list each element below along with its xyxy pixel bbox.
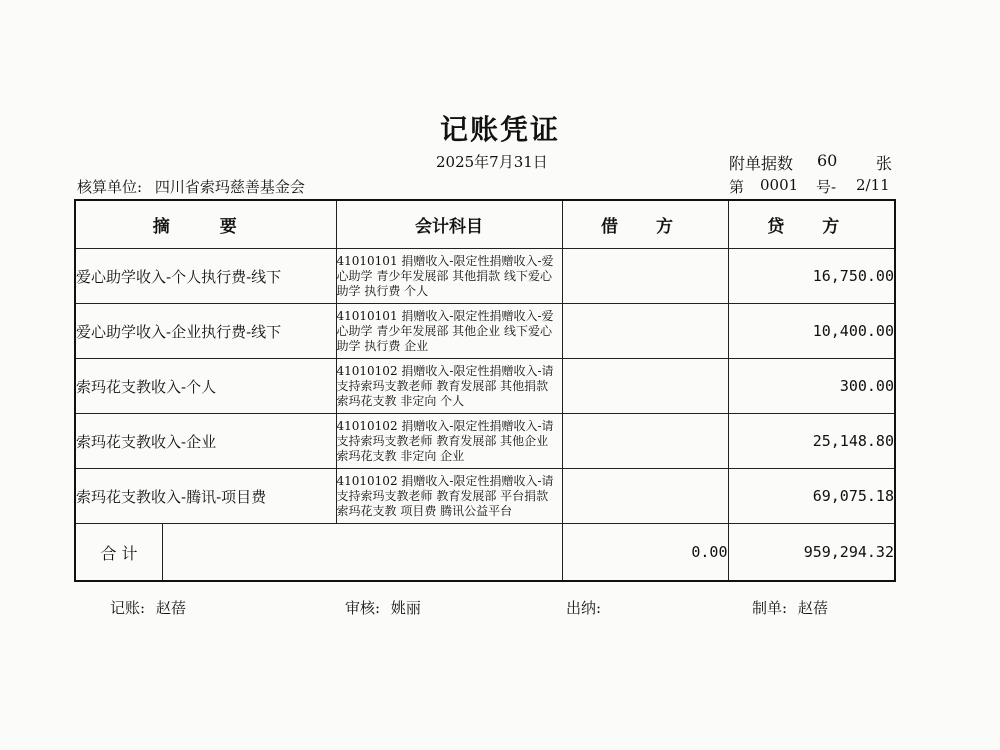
attachment-label: 附单据数 — [729, 154, 794, 173]
voucher-date: 2025年7月31日 — [436, 153, 548, 171]
table-row — [75, 359, 895, 414]
reviewer-name: 姚丽 — [390, 599, 421, 617]
row-account: 41010101 捐赠收入-限定性捐赠收入-爱心助学 青少年发展部 其他企业 线下爱心助学 执行费 企业 — [336, 304, 562, 359]
row-account: 41010102 捐赠收入-限定性捐赠收入-请支持索玛支教老师 教育发展部 其他捐款 索玛花支教 非定向 个人 — [336, 359, 562, 414]
row-summary: 索玛花支教收入-腾讯-项目费 — [75, 469, 336, 524]
header-summary: 摘 要 — [75, 200, 336, 249]
preparer-name: 赵蓓 — [797, 599, 828, 617]
voucher-no-prefix: 第 — [729, 178, 745, 196]
row-account: 41010101 捐赠收入-限定性捐赠收入-爱心助学 青少年发展部 其他捐款 线下爱心助学 执行费 个人 — [336, 249, 562, 304]
row-credit: 10,400.00 — [728, 304, 895, 359]
bookkeeper-name: 赵蓓 — [155, 599, 186, 617]
accounting-unit — [77, 176, 305, 197]
accounting-unit-name: 四川省索玛慈善基金会 — [154, 178, 305, 196]
table-row — [75, 249, 895, 304]
row-debit — [562, 304, 728, 359]
total-credit: 959,294.32 — [728, 524, 895, 582]
voucher-title: 记账凭证 — [439, 113, 560, 146]
voucher-number: 0001 — [760, 176, 799, 194]
table-header-row — [75, 200, 895, 249]
voucher-page: 2/11 — [856, 176, 890, 194]
row-debit — [562, 249, 728, 304]
voucher-no-suffix: 号- — [816, 178, 837, 196]
total-blank — [163, 524, 562, 580]
total-label-cell — [75, 524, 562, 582]
row-credit: 69,075.18 — [728, 469, 895, 524]
preparer-signature — [752, 597, 828, 618]
header-debit: 借 方 — [562, 200, 728, 249]
row-credit: 25,148.80 — [728, 414, 895, 469]
accounting-unit-label: 核算单位: — [77, 178, 143, 196]
row-summary: 索玛花支教收入-个人 — [75, 359, 336, 414]
attachment-count: 60 — [817, 151, 838, 170]
row-debit — [562, 414, 728, 469]
total-label: 合 计 — [76, 524, 163, 580]
bookkeeper-label: 记账: — [110, 599, 146, 617]
header-account: 会计科目 — [336, 200, 562, 249]
table-row — [75, 414, 895, 469]
bookkeeper-signature — [110, 597, 186, 618]
row-debit — [562, 359, 728, 414]
table-row — [75, 469, 895, 524]
row-summary: 爱心助学收入-个人执行费-线下 — [75, 249, 336, 304]
reviewer-signature — [345, 597, 421, 618]
preparer-label: 制单: — [752, 599, 788, 617]
row-credit: 300.00 — [728, 359, 895, 414]
row-credit: 16,750.00 — [728, 249, 895, 304]
row-summary: 索玛花支教收入-企业 — [75, 414, 336, 469]
table-row — [75, 304, 895, 359]
total-debit: 0.00 — [562, 524, 728, 582]
reviewer-label: 审核: — [345, 599, 381, 617]
voucher-table — [74, 199, 896, 582]
row-account: 41010102 捐赠收入-限定性捐赠收入-请支持索玛支教老师 教育发展部 其他企业 索玛花支教 非定向 企业 — [336, 414, 562, 469]
attachment-unit: 张 — [876, 154, 893, 173]
row-debit — [562, 469, 728, 524]
row-account: 41010102 捐赠收入-限定性捐赠收入-请支持索玛支教老师 教育发展部 平台捐款 索玛花支教 项目费 腾讯公益平台 — [336, 469, 562, 524]
cashier-signature — [566, 597, 607, 618]
total-row — [75, 524, 895, 582]
header-credit: 贷 方 — [728, 200, 895, 249]
cashier-label: 出纳: — [566, 599, 602, 617]
row-summary: 爱心助学收入-企业执行费-线下 — [75, 304, 336, 359]
